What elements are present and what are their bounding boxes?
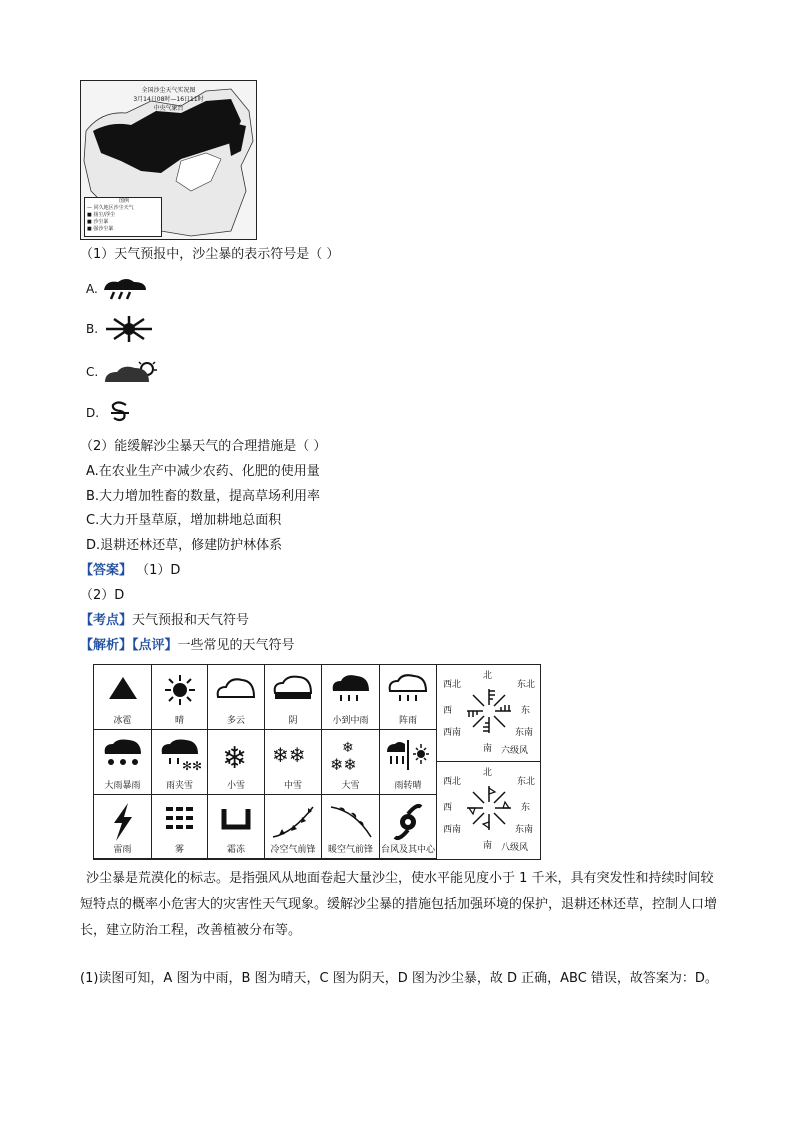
- symbol-cell-overcast: [265, 665, 322, 730]
- symbol-cell-thunderstorm: [94, 795, 152, 859]
- symbol-cell-sunny: [152, 665, 208, 730]
- wind-label-northeast: 东北: [517, 680, 536, 690]
- q1-option-a-label: A.: [86, 282, 98, 296]
- symbol-cell-heavy-snow: [322, 730, 380, 795]
- symbol-cell-sleet: [152, 730, 208, 795]
- symbol-label: 雷雨: [113, 845, 132, 855]
- legend-title: 图例: [118, 198, 129, 204]
- jiexi-tag: 【解析】: [80, 638, 133, 653]
- legend-item: ■ 扬尘/浮尘: [87, 212, 115, 218]
- snowflake-icon: [270, 738, 316, 770]
- answer-2: （2）D: [80, 588, 125, 603]
- wind-label-east: 东: [521, 803, 531, 813]
- symbol-label: 中雪: [283, 781, 302, 791]
- q1-option-c-label: C.: [86, 365, 99, 379]
- sandstorm-map: [80, 80, 257, 240]
- jiexi-text: 一些常见的天气符号: [177, 638, 295, 653]
- symbol-cell-fog: [152, 795, 208, 859]
- wind-label-west: 西: [443, 803, 453, 813]
- wind-label-west: 西: [443, 706, 453, 716]
- map-time: 3月14日08时—16日11时: [133, 96, 204, 103]
- symbol-label: 阵雨: [398, 716, 417, 726]
- q2-option-b: B.大力增加牲畜的数量，提高草场利用率: [86, 489, 321, 504]
- symbol-cell-heavy-rain: [94, 730, 152, 795]
- answer-1: （1）D: [136, 563, 181, 578]
- wind-barb-icon: [465, 687, 513, 735]
- fog-icon: [162, 803, 198, 833]
- symbol-cell-cloudy: [208, 665, 265, 730]
- kaodian-text: 天气预报和天气符号: [132, 613, 250, 628]
- svg-text:❄: ❄: [222, 741, 248, 774]
- symbol-label: 大雪: [341, 781, 360, 791]
- jiexi-line: [80, 637, 295, 655]
- heavy-rain-icon: [101, 738, 145, 772]
- symbol-label: 大雨暴雨: [104, 781, 141, 791]
- q2-option-a: A.在农业生产中减少农药、化肥的使用量: [86, 464, 320, 479]
- q2-stem: （2）能缓解沙尘暴天气的合理措施是（ ）: [80, 439, 327, 454]
- symbol-cell-hail: [94, 665, 152, 730]
- wind-label-southwest: 西南: [443, 728, 462, 738]
- lightning-icon: [108, 803, 138, 841]
- map-legend: [84, 197, 162, 237]
- legend-item: ■ 沙尘暴: [87, 219, 109, 225]
- symbol-cell-shower: [380, 665, 437, 730]
- weather-symbol-table: [93, 664, 541, 860]
- sun-icon: [104, 316, 154, 342]
- wind-label-east: 东: [521, 706, 531, 716]
- q1-stem: （1）天气预报中，沙尘暴的表示符号是（ ）: [80, 247, 340, 262]
- cloud-icon: [214, 673, 258, 703]
- dianping-tag: 【点评】: [132, 638, 178, 653]
- wind-barb-icon: [465, 784, 513, 832]
- wind-label-north: 北: [483, 671, 493, 681]
- symbol-cell-light-snow: [208, 730, 265, 795]
- kaodian-line: [80, 612, 249, 630]
- hail-icon: [106, 673, 140, 703]
- cold-front-icon: [269, 803, 317, 841]
- wind-force-6-diagram: [437, 665, 540, 762]
- symbol-cell-frost: [208, 795, 265, 859]
- wind-level-label: 六级风: [501, 746, 529, 756]
- q1-option-b-label: B.: [86, 322, 99, 336]
- explanation-paragraph: 沙尘暴是荒漠化的标志。是指强风从地面卷起大量沙尘，使水平能见度小于 1 千米，具有突发性和持续时间较短特点的概率小危害大的灾害性天气现象。缓解沙尘暴的措施包括加强环境的保护，退耕还林还草，控制人口增长，建立防治工程，改善植被分布等。: [80, 871, 718, 938]
- svg-text:❄❄: ❄❄: [272, 743, 306, 767]
- symbol-label: 雨夹雪: [165, 781, 193, 791]
- wind-label-north: 北: [483, 768, 493, 778]
- snowflake-icon: [216, 738, 256, 774]
- wind-label-northwest: 西北: [443, 680, 462, 690]
- sleet-icon: [158, 738, 202, 772]
- symbol-cell-warm-front: [322, 795, 380, 859]
- wind-label-southwest: 西南: [443, 825, 462, 835]
- frost-icon: [218, 803, 254, 833]
- snowflake-icon: [328, 738, 374, 774]
- solution-paragraph: (1)读图可知，A 图为中雨，B 图为晴天，C 图为阴天，D 图为沙尘暴，故 D 正确，ABC 错误，故答案为：D。: [80, 971, 718, 986]
- rain-cloud-icon: [329, 673, 373, 705]
- symbol-label: 暖空气前锋: [327, 845, 373, 855]
- overcast-cloud-icon: [103, 360, 159, 384]
- overcast-icon: [271, 673, 315, 703]
- map-source: 中央气象台: [153, 105, 184, 112]
- answer-line: [80, 562, 180, 580]
- kaodian-tag: 【考点】: [80, 613, 133, 628]
- q2-option-c: C.大力开垦草原，增加耕地总面积: [86, 513, 282, 528]
- symbol-label: 冷空气前锋: [270, 845, 316, 855]
- svg-text:❄❄: ❄❄: [329, 755, 357, 774]
- wind-label-south: 南: [483, 744, 493, 754]
- wind-label-northeast: 东北: [517, 777, 536, 787]
- svg-text:✻✻: ✻✻: [181, 759, 202, 772]
- symbol-label: 多云: [226, 716, 245, 726]
- wind-label-northwest: 西北: [443, 777, 462, 787]
- typhoon-icon: [391, 803, 425, 841]
- symbol-label: 晴: [174, 716, 184, 726]
- symbol-cell-light-rain: [322, 665, 380, 730]
- shower-icon: [386, 673, 430, 705]
- symbol-label: 雨转晴: [394, 781, 422, 791]
- map-title: 全国沙尘天气实况图: [141, 87, 196, 94]
- q1-option-d-label: D.: [86, 406, 100, 420]
- wind-label-southeast: 东南: [515, 728, 534, 738]
- rain-to-sun-icon: [385, 738, 431, 772]
- legend-item: ■ 强沙尘暴: [87, 226, 114, 232]
- symbol-label: 阴: [288, 716, 298, 726]
- svg-text:❄: ❄: [341, 740, 354, 756]
- symbol-label: 冰雹: [113, 716, 132, 726]
- symbol-label: 小到中雨: [332, 716, 369, 726]
- sandstorm-icon: [108, 400, 132, 426]
- wind-level-label: 八级风: [501, 843, 529, 853]
- sun-icon: [161, 673, 199, 707]
- q2-option-d: D.退耕还林还草，修建防护林体系: [86, 538, 283, 553]
- symbol-cell-typhoon: [380, 795, 437, 859]
- symbol-label: 霜冻: [226, 845, 245, 855]
- answer-tag: 【答案】: [80, 563, 133, 578]
- wind-label-south: 南: [483, 841, 493, 851]
- symbol-label: 雾: [174, 845, 184, 855]
- symbol-cell-rain-to-sunny: [380, 730, 437, 795]
- symbol-cell-moderate-snow: [265, 730, 322, 795]
- wind-label-southeast: 东南: [515, 825, 534, 835]
- symbol-label: 小雪: [226, 781, 245, 791]
- symbol-label: 台风及其中心: [380, 845, 435, 855]
- wind-force-8-diagram: [437, 762, 540, 859]
- warm-front-icon: [327, 803, 375, 841]
- rain-cloud-icon: [100, 276, 148, 300]
- legend-item: — 同久地区沙尘天气: [87, 205, 134, 211]
- symbol-cell-cold-front: [265, 795, 322, 859]
